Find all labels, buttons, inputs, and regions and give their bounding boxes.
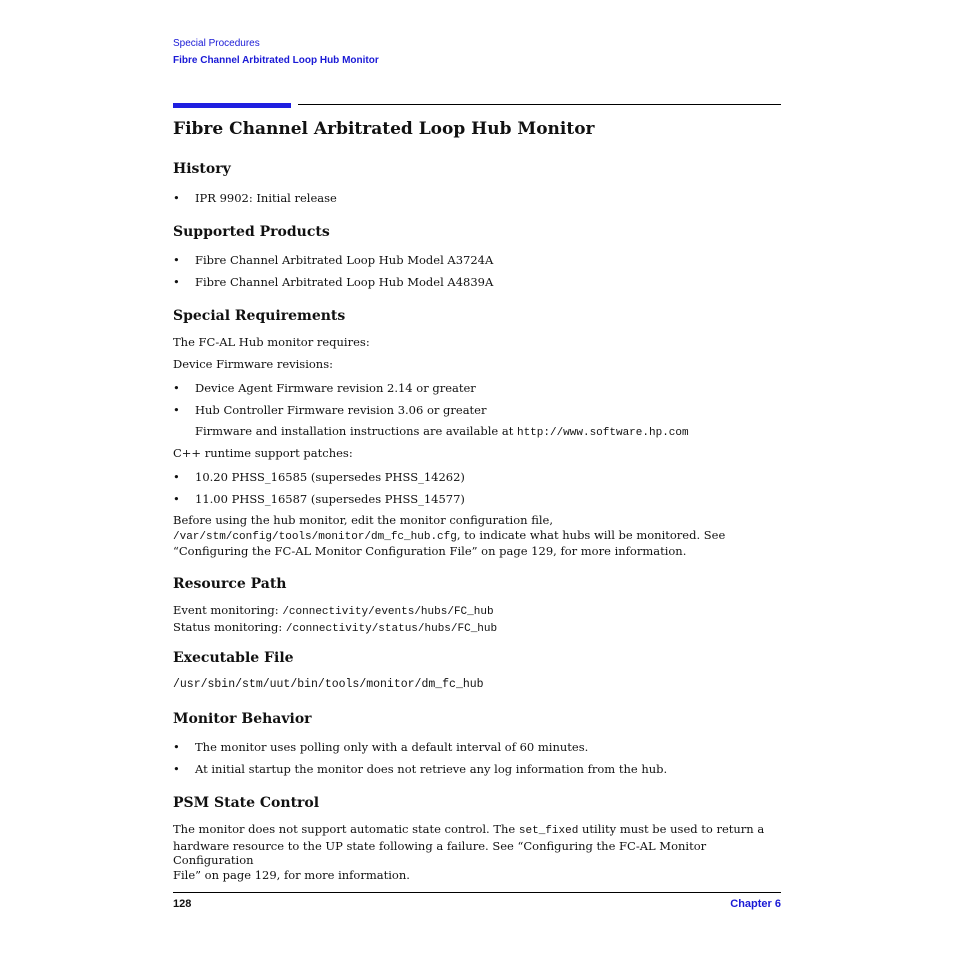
- firmware-note: Firmware and installation instructions are available at http://www.software.hp.com: [195, 424, 689, 439]
- firmware-label: Device Firmware revisions:: [173, 357, 333, 371]
- config-path: /var/stm/config/tools/monitor/dm_fc_hub.cfg: [173, 530, 457, 543]
- psm-state-control-heading: PSM State Control: [173, 795, 320, 811]
- history-heading: History: [173, 161, 231, 177]
- list-item: • Device Agent Firmware revision 2.14 or greater: [173, 381, 476, 395]
- accent-rule: [173, 103, 291, 108]
- status-path: /connectivity/status/hubs/FC_hub: [285, 622, 498, 635]
- executable-path: /usr/sbin/stm/uut/bin/tools/monitor/dm_fc_hub: [173, 678, 484, 691]
- list-item: • 11.00 PHSS_16587 (supersedes PHSS_14577): [173, 492, 465, 506]
- special-requirements-heading: Special Requirements: [173, 308, 346, 324]
- resource-path-heading: Resource Path: [173, 576, 287, 592]
- event-path: /connectivity/events/hubs/FC_hub: [282, 606, 494, 618]
- patches-label: C++ runtime support patches:: [173, 446, 353, 460]
- list-item: • Fibre Channel Arbitrated Loop Hub Model A3724A: [173, 253, 494, 267]
- chapter-label: Chapter 6: [730, 898, 781, 910]
- requirements-intro: The FC-AL Hub monitor requires:: [173, 335, 370, 349]
- set-fixed-code: set_fixed: [518, 825, 579, 837]
- executable-file-heading: Executable File: [173, 650, 294, 666]
- running-header-topic: Fibre Channel Arbitrated Loop Hub Monitor: [173, 55, 379, 66]
- config-paragraph: Before using the hub monitor, edit the monitor configuration file, /var/stm/config/tools/monitor/dm_fc_hub.cfg, to indicate what hubs will be monitored. See “Configuring the FC-AL Monitor Configuration File” on page 129, for more information.: [173, 513, 726, 558]
- psm-paragraph: The monitor does not support automatic state control. The set_fixed utility must be used to return a hardware resource to the UP state following a failure. See “Configuring the FC-AL Monitor Configuration File” on page 129, for more information.: [173, 822, 765, 882]
- list-item: • Fibre Channel Arbitrated Loop Hub Model A4839A: [173, 275, 494, 289]
- header-rule: [298, 104, 781, 105]
- firmware-url: http://www.software.hp.com: [516, 427, 689, 439]
- footer-rule: [173, 892, 781, 893]
- running-header-section: Special Procedures: [173, 38, 260, 49]
- list-item: • 10.20 PHSS_16585 (supersedes PHSS_14262): [173, 470, 465, 484]
- list-item: • Hub Controller Firmware revision 3.06 or greater: [173, 403, 487, 417]
- monitor-behavior-heading: Monitor Behavior: [173, 711, 312, 727]
- list-item: • The monitor uses polling only with a default interval of 60 minutes.: [173, 740, 589, 754]
- page-title: Fibre Channel Arbitrated Loop Hub Monitor: [173, 119, 595, 139]
- list-item: • IPR 9902: Initial release: [173, 191, 337, 205]
- resource-paths: Event monitoring: /connectivity/events/hubs/FC_hub Status monitoring: /connectivity/status/hubs/FC_hub: [173, 603, 498, 635]
- list-item: • At initial startup the monitor does not retrieve any log information from the hub.: [173, 762, 668, 776]
- supported-products-heading: Supported Products: [173, 224, 330, 240]
- page-number: 128: [173, 898, 192, 910]
